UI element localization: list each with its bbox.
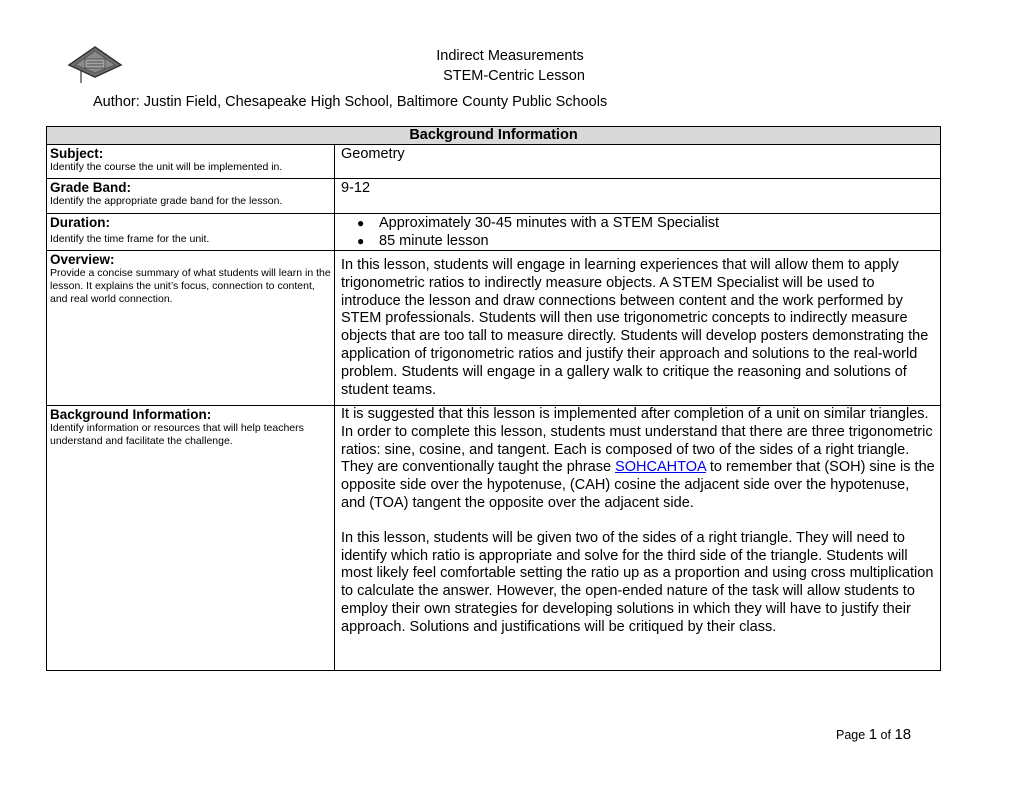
subject-value-cell xyxy=(335,145,941,179)
subject-value: Geometry xyxy=(341,146,405,162)
overview-row xyxy=(47,251,941,406)
background-text-start: It is suggested that this lesson is implemented after completion of a unit on similar triangles. In order to complete this lesson, students must understand that there are three trigonometric ratios: sine, cosine, and tangent. Each is composed of two of the sides of a right triangle. They are conventionally taught the phrase xyxy=(341,406,933,476)
background-label-cell xyxy=(47,406,335,671)
list-item xyxy=(357,214,940,232)
background-text-cell xyxy=(335,406,941,671)
overview-text: In this lesson, students will engage in learning experiences that will allow them to apply trigonometric ratios to indirectly measure objects. A STEM Specialist will be used to introduce the lesson and draw connections between content and the work performed by STEM professionals. Students will then use trigonometric concepts to indirectly measure objects that are too tall to measure directly. Students will develop posters demonstrating the application of trigonometric ratios and justify their approach and solutions to the real-world problem. Students will engage in a gallery walk to critique the reasoning and solutions of student teams. xyxy=(341,257,929,398)
background-label: Background Information: xyxy=(50,407,212,422)
page-footer xyxy=(836,726,911,743)
overview-label-cell xyxy=(47,251,335,406)
duration-hint: Identify the time frame for the unit. xyxy=(50,233,210,245)
grade-band-value: 9-12 xyxy=(341,180,371,196)
duration-label: Duration: xyxy=(50,215,110,230)
subject-label-cell xyxy=(47,145,335,179)
grade-band-label: Grade Band: xyxy=(50,180,132,195)
grade-band-label-cell xyxy=(47,179,335,214)
background-information-table xyxy=(46,126,941,671)
background-hint: Identify information or resources that will help teachers understand and facilitate the challenge. xyxy=(50,422,304,447)
page-number: 1 xyxy=(868,726,878,743)
author-line: Author: Justin Field, Chesapeake High School, Baltimore County Public Schools xyxy=(93,94,608,110)
sohcahtoa-link[interactable]: SOHCAHTOA xyxy=(615,459,706,476)
subject-hint: Identify the course the unit will be implemented in. xyxy=(50,161,283,173)
page-word: Page xyxy=(836,728,866,742)
duration-label-cell xyxy=(47,214,335,251)
overview-text-cell xyxy=(335,251,941,406)
subject-label: Subject: xyxy=(50,146,104,161)
grade-band-hint: Identify the appropriate grade band for the lesson. xyxy=(50,195,283,207)
bullet-icon: ● xyxy=(357,234,365,248)
grade-band-row xyxy=(47,179,941,214)
overview-hint: Provide a concise summary of what students will learn in the lesson. It explains the unit’s focus, connection to content, and real world connection. xyxy=(50,267,331,305)
grade-band-value-cell xyxy=(335,179,941,214)
lesson-subtitle: STEM-Centric Lesson xyxy=(443,68,585,84)
duration-item-text: 85 minute lesson xyxy=(379,233,489,249)
of-word: of xyxy=(880,728,891,742)
duration-value-cell xyxy=(335,214,941,251)
background-row xyxy=(47,406,941,671)
duration-item-text: Approximately 30-45 minutes with a STEM Specialist xyxy=(379,215,720,231)
total-pages: 18 xyxy=(894,726,912,743)
duration-row xyxy=(47,214,941,251)
table-heading: Background Information xyxy=(47,127,941,145)
lesson-title: Indirect Measurements xyxy=(436,48,584,64)
overview-label: Overview: xyxy=(50,252,115,267)
bullet-icon: ● xyxy=(357,216,365,230)
duration-list xyxy=(335,214,940,250)
subject-row xyxy=(47,145,941,179)
list-item xyxy=(357,232,940,250)
background-text-end: to remember that (SOH) sine is the opposite side over the hypotenuse, (CAH) cosine the adjacent side over the hypotenuse, and (TOA) tangent the opposite over the adjacent side. xyxy=(341,459,935,511)
background-paragraph-2: In this lesson, students will be given two of the sides of a right triangle. They will need to identify which ratio is appropriate and solve for the third side of the triangle. Students will most likely feel comfortable setting the ratio up as a proportion and using cross multiplication to calculate the answer. However, the open-ended nature of the task will allow students to employ their own strategies for developing solutions in which they will have to justify their approach. Solutions and justifications will be critiqued by their class. xyxy=(341,529,934,635)
background-paragraph-1 xyxy=(335,406,940,513)
